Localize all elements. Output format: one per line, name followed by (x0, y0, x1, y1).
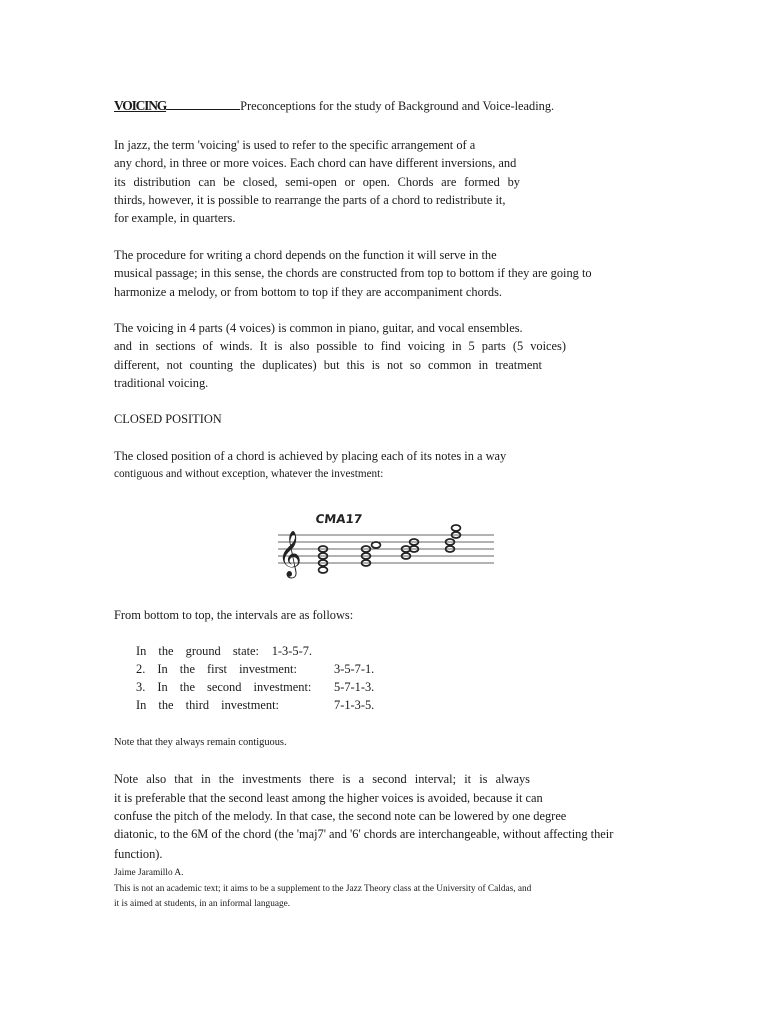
author-name: Jaime Jaramillo A. (114, 868, 184, 878)
closed-text-line: contiguous and without exception, whatever the investment: (114, 468, 384, 480)
second-note-line: function). (114, 847, 163, 861)
intro-line: In jazz, the term 'voicing' is used to refer to the specific arrangement of a (114, 138, 476, 152)
list-item (136, 660, 380, 678)
procedure-line: The procedure for writing a chord depends on the function it will serve in the (114, 248, 497, 262)
four-parts-line: The voicing in 4 parts (4 voices) is common in piano, guitar, and vocal ensembles. (114, 321, 523, 335)
inversion-value: 5-7-1-3. (334, 680, 375, 694)
contiguous-note: Note that they always remain contiguous. (114, 737, 287, 748)
chord-figure (270, 505, 500, 585)
inversion-label: In the ground state: (136, 644, 260, 658)
second-note-line: it is preferable that the second least among the higher voices is avoided, because it can (114, 791, 543, 805)
title-line (114, 97, 554, 115)
intro-line: its distribution can be closed, semi-open or open. Chords are formed by (114, 175, 520, 189)
title-underline (166, 98, 240, 110)
second-note-line: confuse the pitch of the melody. In that case, the second note can be lowered by one degree (114, 809, 567, 823)
four-parts-line: and in sections of winds. It is also possible to find voicing in 5 parts (5 voices) (114, 339, 566, 353)
procedure-line: musical passage; in this sense, the chords are constructed from top to bottom if they are going to (114, 266, 592, 280)
closed-text-line: The closed position of a chord is achieved by placing each of its notes in a way (114, 449, 507, 463)
disclaimer-line: This is not an academic text; it aims to be a supplement to the Jazz Theory class at the University of Caldas, and (114, 884, 532, 894)
procedure-line: harmonize a melody, or from bottom to top if they are accompaniment chords. (114, 285, 503, 299)
page-subtitle: Preconceptions for the study of Background and Voice-leading. (240, 99, 555, 113)
inversion-label: 3. In the second investment: (136, 680, 312, 694)
second-note-line: Note also that in the investments there is a second interval; it is always (114, 772, 530, 786)
treble-clef-icon: 𝄞 (278, 531, 302, 577)
four-parts-line: traditional voicing. (114, 376, 209, 390)
section-heading: CLOSED POSITION (114, 412, 222, 426)
inversion-label: 2. In the first investment: (136, 662, 297, 676)
disclaimer-line: it is aimed at students, in an informal language. (114, 899, 291, 909)
intro-line: for example, in quarters. (114, 211, 236, 225)
list-item (136, 642, 312, 660)
inversion-value: 1-3-5-7. (271, 644, 312, 658)
second-note-line: diatonic, to the 6M of the chord (the 'maj7' and '6' chords are interchangeable, without affecting their (114, 827, 614, 841)
intro-line: any chord, in three or more voices. Each chord can have different inversions, and (114, 156, 517, 170)
inversion-label: In the third investment: (136, 698, 279, 712)
intro-line: thirds, however, it is possible to rearrange the parts of a chord to redistribute it, (114, 193, 506, 207)
intervals-intro: From bottom to top, the intervals are as follows: (114, 608, 354, 622)
inversion-value: 3-5-7-1. (334, 662, 375, 676)
list-item (136, 678, 380, 696)
four-parts-line: different, not counting the duplicates) but this is not so common in treatment (114, 358, 542, 372)
music-staff (270, 505, 500, 585)
inversion-list (136, 642, 380, 714)
page-title: VOICING (114, 98, 167, 113)
inversion-value: 7-1-3-5. (334, 698, 375, 712)
list-item (136, 696, 380, 714)
chord-symbol: CMA17 (314, 512, 363, 526)
